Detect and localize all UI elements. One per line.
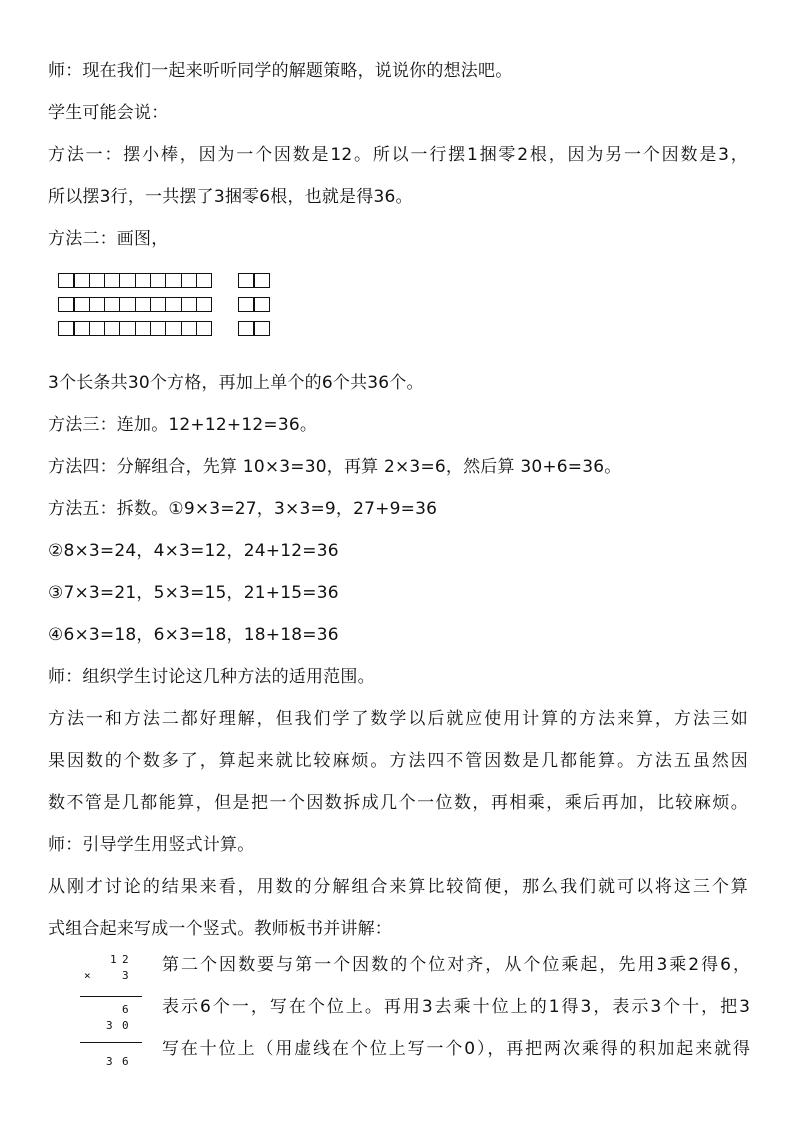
strip-cell <box>150 273 167 288</box>
explanation-line-2: 表示6个一，写在个位上。再用3去乘十位上的1得3，表示3个十，把3 <box>162 997 750 1017</box>
strip-cell <box>104 273 121 288</box>
strip-cell <box>58 273 75 288</box>
strip-cell <box>104 297 121 312</box>
single-cell <box>253 297 270 312</box>
vertical-explanation <box>162 954 750 1080</box>
strip-cell <box>89 297 106 312</box>
method-3: 方法三：连加。12+12+12=36。 <box>48 415 318 435</box>
strip-cell <box>119 273 136 288</box>
strip-cell <box>135 297 152 312</box>
single-cell <box>238 321 255 336</box>
teacher-line-3: 师：引导学生用竖式计算。 <box>48 835 255 855</box>
multiplicand-ones: 2 <box>122 953 129 966</box>
row-gap <box>211 297 238 312</box>
single-cell <box>238 273 255 288</box>
method-5-line-3: ③7×3=21，5×3=15，21+15=36 <box>48 583 339 603</box>
result-tens: 3 <box>106 1055 113 1068</box>
strip-cell <box>73 321 90 336</box>
explanation-line-3: 写在十位上（用虚线在个位上写一个0），再把两次乘得的积加起来就得 <box>162 1039 750 1059</box>
explanation-line-1: 第二个因数要与第一个因数的个位对齐，从个位乘起，先用3乘2得6， <box>162 955 750 975</box>
teacher-line-2: 师：组织学生讨论这几种方法的适用范围。 <box>48 667 375 687</box>
single-cell <box>238 297 255 312</box>
student-intro: 学生可能会说： <box>48 103 169 123</box>
strip-cell <box>181 321 198 336</box>
square-row <box>58 297 269 312</box>
calc-line-2 <box>80 1042 142 1043</box>
strip-cell <box>119 297 136 312</box>
strip-cell <box>196 321 213 336</box>
discussion-line-3: 数不管是几都能算，但是把一个因数拆成几个一位数，再相乘，乘后再加，比较麻烦。 <box>48 793 748 813</box>
discussion-line-2: 果因数的个数多了，算起来就比较麻烦。方法四不管因数是几都能算。方法五虽然因 <box>48 751 748 771</box>
strip-cell <box>150 297 167 312</box>
strip-cell <box>73 273 90 288</box>
strip-cell <box>165 321 182 336</box>
row-gap <box>211 321 238 336</box>
method-1-line-1: 方法一：摆小棒，因为一个因数是12。所以一行摆1捆零2根，因为另一个因数是3， <box>48 145 748 165</box>
strip-cell <box>89 321 106 336</box>
strip-cell <box>58 297 75 312</box>
row-gap <box>211 273 238 288</box>
single-cell <box>253 321 270 336</box>
strip-cell <box>104 321 121 336</box>
strip-cell <box>165 273 182 288</box>
multiplier: 3 <box>122 969 129 982</box>
strip-cell <box>150 321 167 336</box>
strip-cell <box>196 273 213 288</box>
strip-cell <box>73 297 90 312</box>
strip-cell <box>89 273 106 288</box>
times-sign: × <box>84 969 91 982</box>
discussion-line-1: 方法一和方法二都好理解，但我们学了数学以后就应使用计算的方法来算，方法三如 <box>48 709 748 729</box>
method-5-line-1: 方法五：拆数。①9×3=27，3×3=9，27+9=36 <box>48 499 438 519</box>
strip-cell <box>181 273 198 288</box>
multiplicand-tens: 1 <box>110 953 117 966</box>
conclusion-line-2: 式组合起来写成一个竖式。教师板书并讲解： <box>48 919 392 939</box>
method-5-line-2: ②8×3=24，4×3=12，24+12=36 <box>48 541 339 561</box>
method-2-explanation: 3个长条共30个方格，再加上单个的6个共36个。 <box>48 373 424 393</box>
result-ones: 6 <box>122 1055 129 1068</box>
partial-product-1: 6 <box>122 1003 129 1016</box>
calc-line-1 <box>80 996 142 997</box>
single-cell <box>253 273 270 288</box>
method-5-line-4: ④6×3=18，6×3=18，18+18=36 <box>48 625 339 645</box>
teacher-line-1: 师：现在我们一起来听听同学的解题策略，说说你的想法吧。 <box>48 61 513 81</box>
strip-cell <box>196 297 213 312</box>
method-1-line-2: 所以摆3行，一共摆了3捆零6根，也就是得36。 <box>48 187 413 207</box>
partial-product-2-tens: 3 <box>106 1019 113 1032</box>
square-drawing <box>58 273 269 345</box>
strip-cell <box>119 321 136 336</box>
strip-cell <box>165 297 182 312</box>
partial-product-2-ones: 0 <box>122 1019 129 1032</box>
method-4: 方法四：分解组合，先算 10×3=30，再算 2×3=6，然后算 30+6=36。 <box>48 457 622 477</box>
conclusion-line-1: 从刚才讨论的结果来看，用数的分解组合来算比较简便，那么我们就可以将这三个算 <box>48 877 748 897</box>
strip-cell <box>58 321 75 336</box>
strip-cell <box>135 273 152 288</box>
method-2-heading: 方法二：画图， <box>48 229 169 249</box>
strip-cell <box>181 297 198 312</box>
square-row <box>58 273 269 288</box>
vertical-multiplication <box>78 950 148 1080</box>
strip-cell <box>135 321 152 336</box>
square-row <box>58 321 269 336</box>
